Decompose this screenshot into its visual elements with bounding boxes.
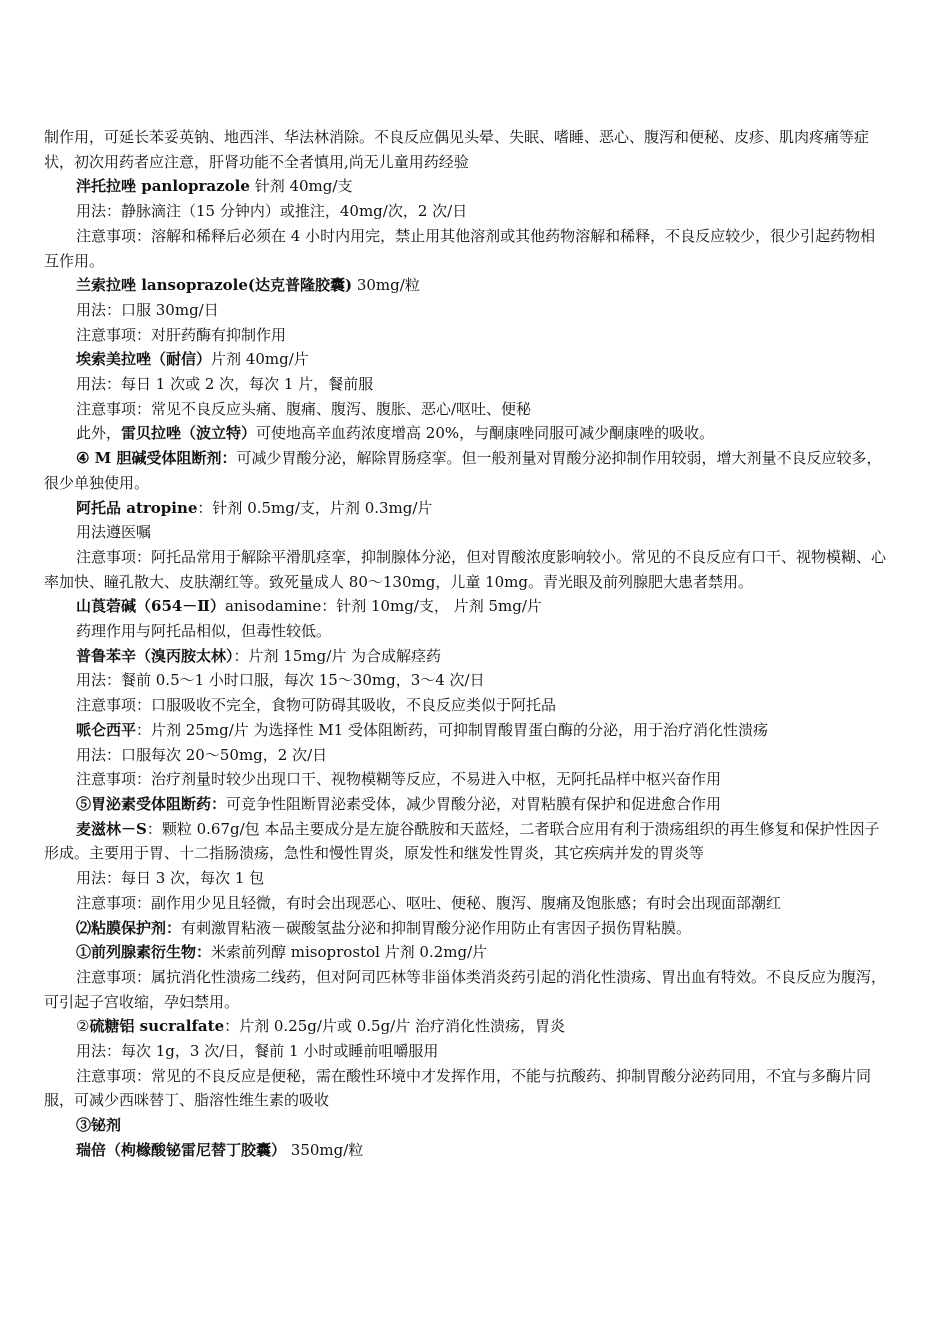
bold-run: ①前列腺素衍生物： bbox=[76, 943, 212, 962]
text-run: 注意事项：对肝药酶有抑制作用 bbox=[76, 325, 287, 344]
paragraph bbox=[44, 1014, 886, 1039]
paragraph bbox=[44, 965, 886, 1014]
paragraph bbox=[44, 1113, 886, 1138]
text-run: 注意事项：属抗消化性溃疡二线药，但对阿司匹林等非甾体类消炎药引起的消化性溃疡、胃出血有特效。不良反应为腹泻，可引起子宫收缩，孕妇禁用。 bbox=[44, 967, 887, 1011]
bold-run: 瑞倍（枸橼酸铋雷尼替丁胶囊） bbox=[76, 1140, 287, 1159]
paragraph bbox=[44, 174, 886, 199]
document-body bbox=[44, 125, 886, 1163]
paragraph bbox=[44, 940, 886, 965]
paragraph bbox=[44, 545, 886, 594]
text-run: ：针剂 0.5mg/支，片剂 0.3mg/片 bbox=[197, 498, 433, 517]
text-run: ：片剂 0.25g/片或 0.5g/片 治疗消化性溃疡，胃炎 bbox=[224, 1017, 565, 1036]
text-run: 可竞争性阻断胃泌素受体，减少胃酸分泌，对胃粘膜有保护和促进愈合作用 bbox=[226, 794, 722, 813]
paragraph bbox=[44, 1064, 886, 1113]
paragraph bbox=[44, 347, 886, 372]
text-run: 注意事项：口服吸收不完全，食物可防碍其吸收，不良反应类似于阿托品 bbox=[76, 696, 557, 715]
bold-run: ⑤胃泌素受体阻断药： bbox=[76, 794, 227, 813]
text-run: anisodamine：针剂 10mg/支， 片剂 5mg/片 bbox=[224, 597, 542, 616]
paragraph bbox=[44, 668, 886, 693]
paragraph bbox=[44, 446, 886, 495]
bold-run: ⑵粘膜保护剂： bbox=[76, 918, 182, 937]
paragraph bbox=[44, 916, 886, 941]
text-run: 此外， bbox=[76, 424, 122, 443]
paragraph bbox=[44, 125, 886, 174]
paragraph bbox=[44, 594, 886, 619]
text-run: 用法：每次 1g，3 次/日，餐前 1 小时或睡前咀嚼服用 bbox=[76, 1042, 439, 1061]
text-run: ② bbox=[76, 1017, 90, 1036]
bold-run: ③铋剂 bbox=[76, 1116, 122, 1135]
text-run: ：片剂 15mg/片 为合成解痉药 bbox=[233, 646, 442, 665]
text-run: ：颗粒 0.67g/包 本品主要成分是左旋谷酰胺和天蓝烃，二者联合应用有利于溃疡组织的再生修复和保护性因子形成。主要用于胃、十二指肠溃疡，急性和慢性胃炎，原发性和继发性胃炎，其它疾病并发的胃炎等 bbox=[44, 819, 880, 863]
text-run: 片剂 40mg/片 bbox=[211, 350, 309, 369]
paragraph bbox=[44, 199, 886, 224]
text-run: ：片剂 25mg/片 为选择性 M1 受体阻断药，可抑制胃酸胃蛋白酶的分泌，用于治疗消化性溃疡 bbox=[136, 720, 768, 739]
bold-run: 兰索拉唑 lansoprazole(达克普隆胶囊) bbox=[76, 276, 353, 295]
bold-run: 硫糖铝 sucralfate bbox=[89, 1017, 225, 1036]
paragraph bbox=[44, 1039, 886, 1064]
bold-run: 埃索美拉唑（耐信） bbox=[76, 350, 212, 369]
text-run: 用法遵医嘱 bbox=[76, 523, 152, 542]
paragraph bbox=[44, 397, 886, 422]
paragraph bbox=[44, 817, 886, 866]
text-run: 30mg/粒 bbox=[352, 276, 420, 295]
text-run: 用法：每日 1 次或 2 次，每次 1 片，餐前服 bbox=[76, 375, 374, 394]
bold-run: 普鲁苯辛（溴丙胺太林） bbox=[76, 646, 234, 665]
paragraph bbox=[44, 792, 886, 817]
text-run: 用法：口服 30mg/日 bbox=[76, 300, 219, 319]
paragraph bbox=[44, 273, 886, 298]
paragraph bbox=[44, 496, 886, 521]
text-run: 用法：静脉滴注（15 分钟内）或推注，40mg/次，2 次/日 bbox=[76, 202, 468, 221]
text-run: 注意事项：治疗剂量时较少出现口干、视物模糊等反应，不易进入中枢，无阿托品样中枢兴奋作用 bbox=[76, 770, 722, 789]
text-run: 制作用，可延长苯妥英钠、地西泮、华法林消除。不良反应偶见头晕、失眠、嗜睡、恶心、腹泻和便秘、皮疹、肌肉疼痛等症状，初次用药者应注意，肝肾功能不全者慎用,尚无儿童用药经验 bbox=[44, 128, 870, 171]
paragraph bbox=[44, 644, 886, 669]
bold-run: 雷贝拉唑（波立特） bbox=[121, 424, 257, 443]
text-run: 用法：每日 3 次，每次 1 包 bbox=[76, 869, 265, 888]
paragraph bbox=[44, 520, 886, 545]
paragraph bbox=[44, 421, 886, 446]
paragraph bbox=[44, 866, 886, 891]
text-run: 用法：口服每次 20～50mg，2 次/日 bbox=[76, 745, 328, 764]
paragraph bbox=[44, 743, 886, 768]
paragraph bbox=[44, 891, 886, 916]
paragraph bbox=[44, 224, 886, 273]
text-run: 米索前列醇 misoprostol 片剂 0.2mg/片 bbox=[211, 943, 488, 962]
text-run: 350mg/粒 bbox=[286, 1140, 364, 1159]
paragraph bbox=[44, 718, 886, 743]
text-run: 用法：餐前 0.5～1 小时口服，每次 15～30mg，3～4 次/日 bbox=[76, 671, 485, 690]
paragraph bbox=[44, 323, 886, 348]
bold-run: 阿托品 atropine bbox=[76, 498, 198, 517]
text-run: 注意事项：副作用少见且轻微，有时会出现恶心、呕吐、便秘、腹泻、腹痛及饱胀感；有时会出现面部潮红 bbox=[76, 893, 782, 912]
paragraph bbox=[44, 1138, 886, 1163]
text-run: 有刺激胃粘液－碳酸氢盐分泌和抑制胃酸分泌作用防止有害因子损伤胃粘膜。 bbox=[181, 918, 692, 937]
text-run: 针剂 40mg/支 bbox=[249, 177, 353, 196]
paragraph bbox=[44, 693, 886, 718]
bold-run: 麦滋林－S bbox=[76, 819, 147, 838]
bold-run: 泮托拉唑 panloprazole bbox=[76, 177, 250, 196]
text-run: 注意事项：阿托品常用于解除平滑肌痉挛，抑制腺体分泌，但对胃酸浓度影响较小。常见的不良反应有口干、视物模糊、心率加快、瞳孔散大、皮肤潮红等。致死量成人 80～130mg，儿童 10mg。青光眼及前列腺肥大患者禁用。 bbox=[44, 547, 887, 591]
text-run: 可使地高辛血药浓度增高 20%，与酮康唑同服可减少酮康唑的吸收。 bbox=[256, 424, 715, 443]
paragraph bbox=[44, 619, 886, 644]
text-run: 注意事项：常见不良反应头痛、腹痛、腹泻、腹胀、恶心/呕吐、便秘 bbox=[76, 399, 532, 418]
text-run: 可减少胃酸分泌，解除胃肠痉挛。但一般剂量对胃酸分泌抑制作用较弱，增大剂量不良反应较多，很少单独使用。 bbox=[44, 449, 882, 492]
text-run: 注意事项：常见的不良反应是便秘，需在酸性环境中才发挥作用，不能与抗酸药、抑制胃酸分泌药同用，不宜与多酶片同服，可减少西咪替丁、脂溶性维生素的吸收 bbox=[44, 1066, 872, 1110]
bold-run: 哌仑西平 bbox=[76, 720, 137, 739]
text-run: 注意事项：溶解和稀释后必须在 4 小时内用完，禁止用其他溶剂或其他药物溶解和稀释，不良反应较少，很少引起药物相互作用。 bbox=[44, 226, 876, 270]
bold-run: ④ M 胆碱受体阻断剂： bbox=[76, 449, 237, 468]
text-run: 药理作用与阿托品相似，但毒性较低。 bbox=[76, 622, 332, 641]
paragraph bbox=[44, 298, 886, 323]
bold-run: 山莨菪碱（654－Ⅱ） bbox=[76, 597, 225, 616]
paragraph bbox=[44, 767, 886, 792]
paragraph bbox=[44, 372, 886, 397]
